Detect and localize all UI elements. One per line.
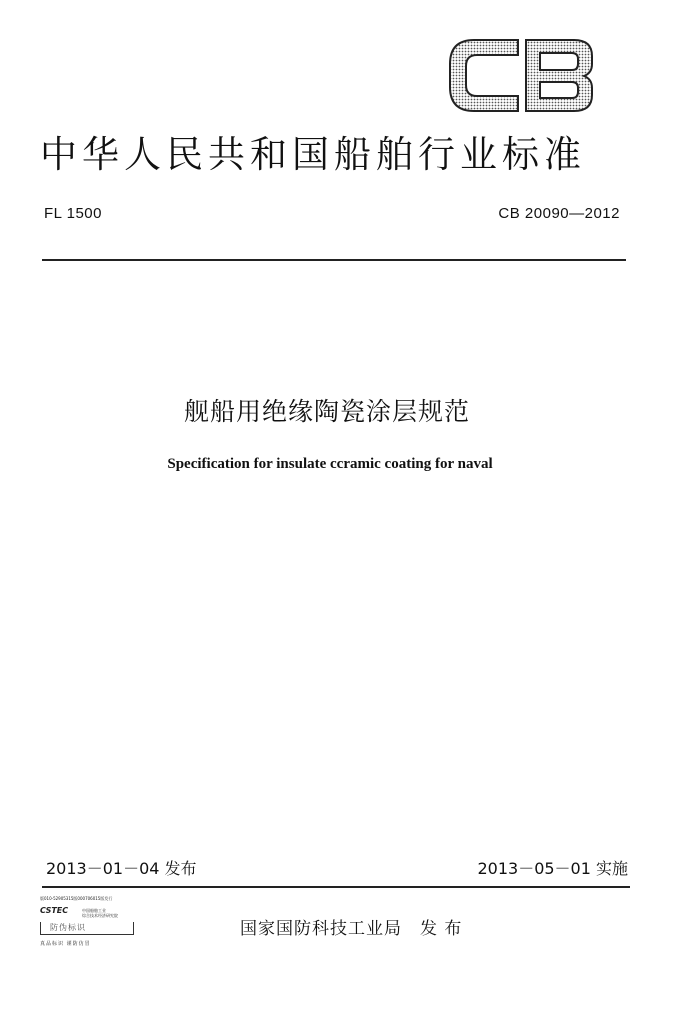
footer-divider [42, 886, 630, 888]
standard-number: CB 20090—2012 [498, 205, 620, 222]
anti-counterfeit-stamp [40, 896, 144, 956]
standard-series-title: 中华人民共和国船舶行业标准 [40, 133, 586, 176]
stamp-serial: 版010-52905315版000706015版发行 [40, 896, 113, 901]
stamp-org [82, 908, 142, 918]
document-title-en: Specification for insulate ccramic coating for naval [167, 456, 493, 472]
header-divider [42, 259, 626, 261]
stamp-caption: 真品标识 谨防仿冒 [40, 941, 91, 947]
document-title-cn: 舰船用绝缘陶瓷涂层规范 [183, 397, 470, 426]
cb-logo-icon [446, 38, 596, 113]
issuing-authority: 国家国防科技工业局 发 布 [240, 919, 463, 939]
issue-date: 2013－01－04 发布 [46, 859, 197, 878]
stamp-brand: CSTEC [40, 906, 69, 915]
stamp-box-text: 防伪标识 [50, 923, 86, 932]
stamp-org-line2: 综合技术经济研究院 [82, 913, 118, 918]
ics-code: FL 1500 [44, 205, 102, 222]
stamp-org-line1: 中国船舶工业 [82, 908, 106, 913]
implementation-date: 2013－05－01 实施 [477, 859, 628, 878]
